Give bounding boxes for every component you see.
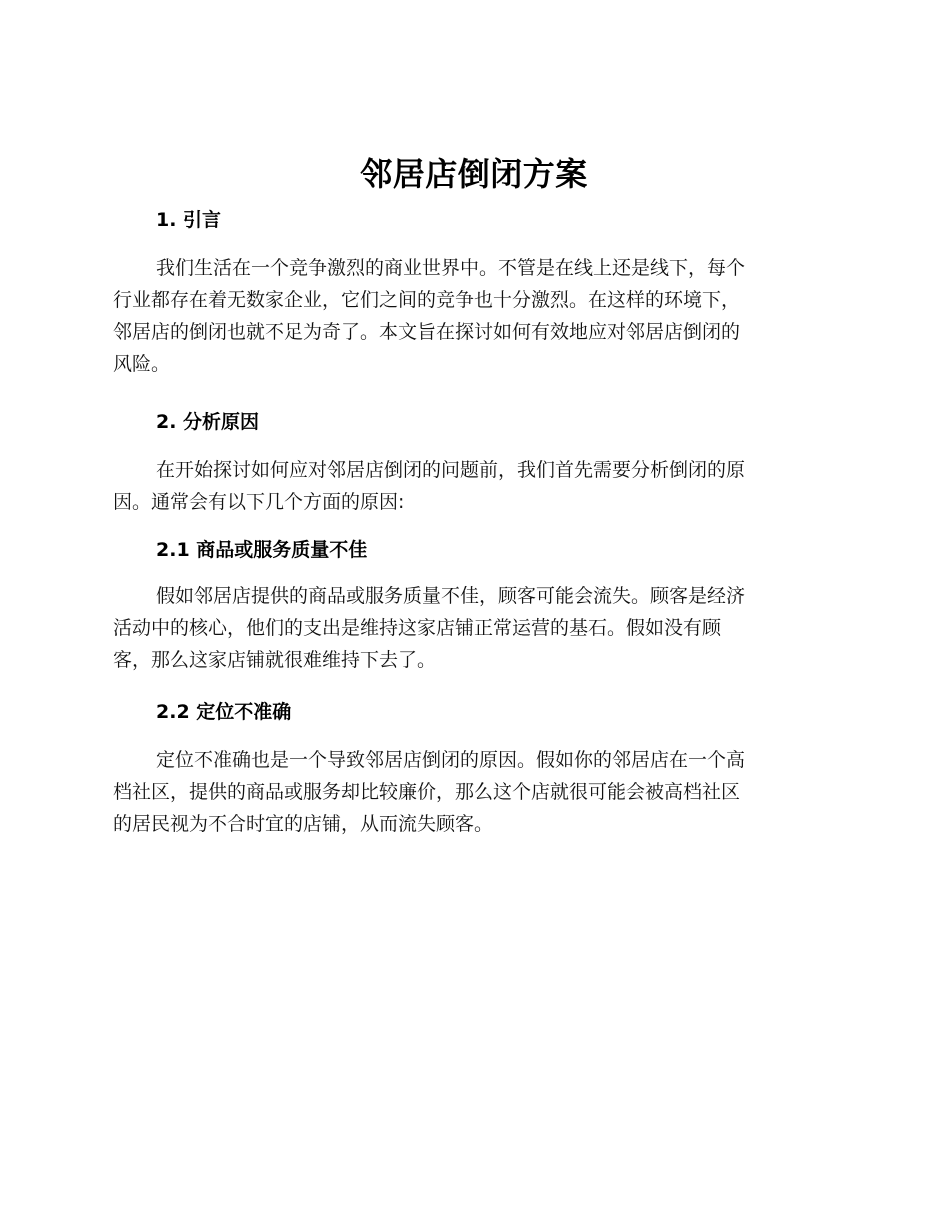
section-paragraph-positioning [113,744,835,840]
section-paragraph-analysis [113,454,835,518]
paragraph-line: 的居民视为不合时宜的店铺，从而流失顾客。 [113,813,494,835]
paragraph-line: 邻居店的倒闭也就不足为奇了。本文旨在探讨如何有效地应对邻居店倒闭的 [113,321,741,343]
paragraph-line: 我们生活在一个竞争激烈的商业世界中。不管是在线上还是线下，每个 [156,257,746,279]
paragraph-line: 在开始探讨如何应对邻居店倒闭的问题前，我们首先需要分析倒闭的原 [156,459,746,481]
section-heading-intro: 1. 引言 [156,209,222,231]
document-body [113,148,835,840]
section-paragraph-intro [113,252,835,380]
section-paragraph-quality [113,580,835,676]
paragraph-line: 风险。 [113,353,171,375]
paragraph-line: 活动中的核心，他们的支出是维持这家店铺正常运营的基石。假如没有顾 [113,617,722,639]
paragraph-line: 行业都存在着无数家企业，它们之间的竞争也十分激烈。在这样的环境下， [113,289,741,311]
paragraph-line: 档社区，提供的商品或服务却比较廉价，那么这个店就很可能会被高档社区 [113,781,741,803]
section-heading-quality: 2.1 商品或服务质量不佳 [156,539,368,561]
section-heading-analysis: 2. 分析原因 [156,411,260,433]
paragraph-line: 定位不准确也是一个导致邻居店倒闭的原因。假如你的邻居店在一个高 [156,749,746,771]
paragraph-line: 客，那么这家店铺就很难维持下去了。 [113,649,437,671]
document-title: 邻居店倒闭方案 [360,155,588,193]
section-heading-positioning: 2.2 定位不准确 [156,701,292,723]
paragraph-line: 假如邻居店提供的商品或服务质量不佳，顾客可能会流失。顾客是经济 [156,585,746,607]
paragraph-line: 因。通常会有以下几个方面的原因: [113,491,405,513]
